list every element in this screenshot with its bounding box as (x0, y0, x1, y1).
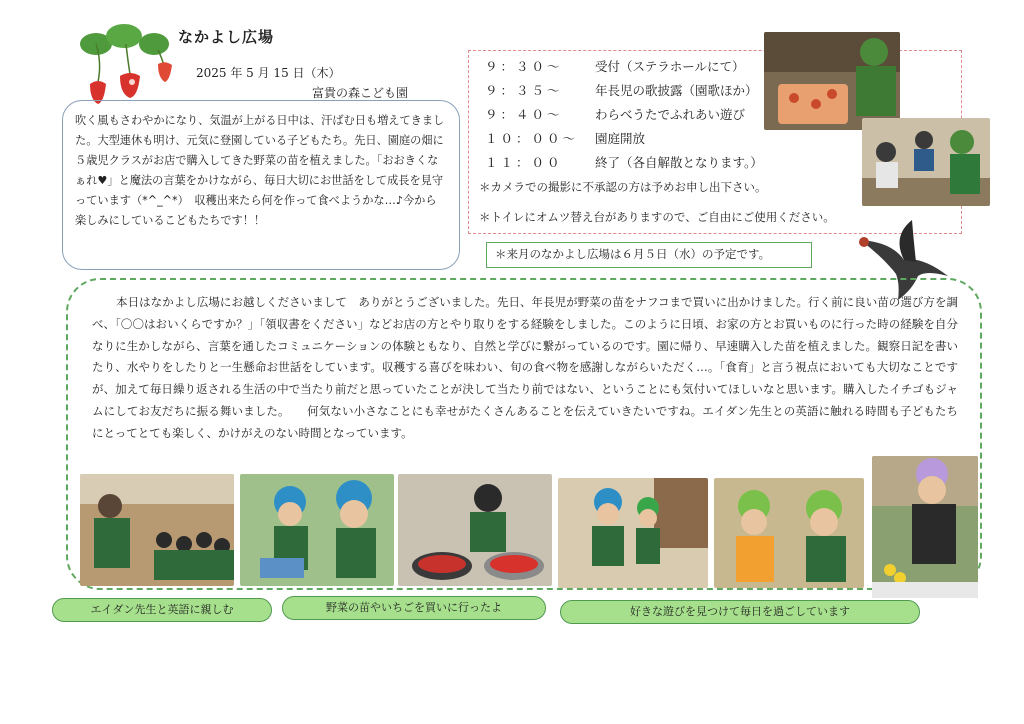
photo-english-class (80, 474, 234, 586)
schedule-event: 終了（各自解散となります。） (595, 155, 763, 170)
camera-note: ＊カメラでの撮影に不承認の方は予めお申し出下さい。 (479, 180, 767, 194)
schedule-time: １０：００～ (485, 131, 579, 146)
schedule-event: 年長児の歌披露（園歌ほか） (595, 83, 758, 98)
toilet-note: ＊トイレにオムツ替え台がありますので、ご自由にご使用ください。 (479, 210, 835, 224)
intro-box (62, 100, 460, 270)
schedule-row (485, 57, 745, 75)
schedule-row (485, 81, 758, 99)
photo-jam-making (398, 474, 552, 586)
photo-children-cooking (764, 32, 900, 130)
schedule-row (485, 105, 745, 123)
schedule-time: ９：３５～ (485, 83, 563, 98)
school-name: 富貴の森こども園 (312, 86, 409, 100)
photo-play-garden (872, 456, 978, 598)
page-title: なかよし広場 (178, 28, 275, 46)
caption-english: エイダン先生と英語に親しむ (52, 598, 272, 622)
photo-play-bubbles (714, 478, 864, 588)
strawberry-icon (72, 22, 176, 106)
schedule-event: 受付（ステラホールにて） (595, 59, 745, 74)
date-label: 2025 年 5 月 15 日（木） (196, 66, 341, 80)
caption-shopping: 野菜の苗やいちごを買いに行ったよ (282, 596, 546, 620)
main-text (92, 292, 958, 445)
caption-play: 好きな遊びを見つけて毎日を過ごしています (560, 600, 920, 624)
schedule-row (485, 153, 763, 171)
schedule-time: ９：３０～ (485, 59, 563, 74)
intro-text: 吹く風もさわやかになり、気温が上がる日中は、汗ばむ日も増えてきました。大型連休も明け、元気に登園している子どもたち。先日、園庭の畑に５歳児クラスがお店で購入してきた野菜の苗を植えました。「おおきくなぁれ♥」と魔法の言葉をかけながら、毎日大切にお世話をして成長を見守っています（*^_^*） 収穫出来たら何を作って食べようかな…♪今から楽しみにしているこどもたちです！！ (75, 114, 445, 227)
schedule-time: １１：００ (485, 155, 563, 170)
schedule-event: 園庭開放 (595, 131, 646, 146)
main-body: 本日はなかよし広場にお越しくださいまして ありがとうございました。先日、年長児が野菜の苗をナフコまで買いに出かけました。行く前に良い苗の選び方を調べ、「〇〇はおいくらですか？」「領収書をください」などお店の方とやり取りをする経験をしました。このように日頃、お家の方とお買いものに行った時の経験を自分なりに生かしながら、言葉を通したコミュニケーションの体験ともなり、自然と学びに繋がっているのです。園に帰り、早速購入した苗を植えました。観察日記を書いたり、水やりをしたりと一生懸命お世話をしています。収穫する喜びを味わい、旬の食べ物を感謝しながらいただく…。「食育」と言う視点においても大切なことですが、加えて毎日繰り返される生活の中で当たり前だと思っていたことが決して当たり前ではない、ということにも気付いてほしいなと思います。購入したイチゴもジャムにしてお友だちに振る舞いました。 何気ない小さなことにも幸せがたくさんあることを伝えていきたいですね。エイダン先生との英語に触れる時間も子どもたちにとってとても楽しく、かけがえのない時間となっています。 (92, 295, 958, 440)
photo-play-blocks (558, 478, 708, 588)
photo-children-room (862, 118, 990, 206)
schedule-time: ９：４０～ (485, 107, 563, 122)
photo-shopping-plants (240, 474, 394, 586)
schedule-event: わらべうたでふれあい遊び (595, 107, 746, 122)
schedule-row (485, 129, 645, 147)
next-month-note: ＊来月のなかよし広場は６月５日（水）の予定です。 (486, 242, 812, 268)
